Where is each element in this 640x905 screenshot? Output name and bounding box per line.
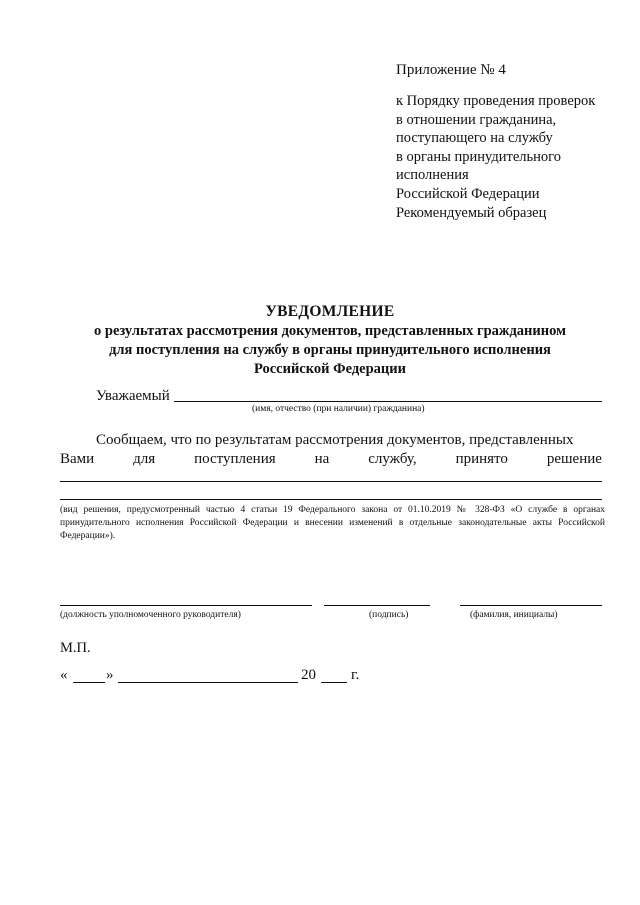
appendix-line: Российской Федерации <box>396 185 540 202</box>
body-line-2 <box>60 451 602 468</box>
body-word: на <box>314 451 330 467</box>
body-word: поступления <box>194 451 276 467</box>
name-caption: (фамилия, инициалы) <box>470 610 558 620</box>
year-suffix: г. <box>351 667 360 683</box>
appendix-line: в органы принудительного <box>396 148 561 165</box>
position-line <box>60 605 312 606</box>
decision-line-1 <box>60 481 602 482</box>
stamp-place: М.П. <box>60 640 91 656</box>
body-word: решение <box>546 451 602 467</box>
recipient-name-line <box>174 401 602 402</box>
document-subtitle-line-1: о результатах рассмотрения документов, представленных гражданином <box>94 323 566 339</box>
day-line <box>73 682 105 683</box>
signature-line <box>324 605 430 606</box>
salutation-label: Уважаемый <box>96 388 170 404</box>
name-line <box>460 605 602 606</box>
recipient-name-caption: (имя, отчество (при наличии) гражданина) <box>252 404 425 414</box>
appendix-line: в отношении гражданина, <box>396 111 557 128</box>
appendix-line: поступающего на службу <box>396 130 553 146</box>
sample-label: Рекомендуемый образец <box>396 205 547 221</box>
body-word: принято <box>455 451 508 467</box>
appendix-line: к Порядку проведения проверок <box>396 93 596 109</box>
signature-caption: (подпись) <box>369 610 409 620</box>
document-subtitle-line-2: для поступления на службу в органы принудительного исполнения <box>109 342 551 358</box>
year-prefix: 20 <box>301 667 316 683</box>
body-word: для <box>133 451 156 467</box>
body-word: службу, <box>368 451 417 467</box>
appendix-line: исполнения <box>396 167 469 183</box>
position-caption: (должность уполномоченного руководителя) <box>60 610 241 620</box>
decision-caption: (вид решения, предусмотренный частью 4 статьи 19 Федерального закона от 01.10.2019 № 328-ФЗ «О службе в органах принудительного исполнения Российской Федерации и внесении изменений в отдельные законодательные акты Российской Федерации»). <box>60 505 605 541</box>
document-subtitle-line-3: Российской Федерации <box>253 361 406 377</box>
month-line <box>118 682 298 683</box>
year-line <box>321 682 347 683</box>
body-line-1: Сообщаем, что по результатам рассмотрения документов, представленных <box>96 432 574 448</box>
date-close-quote: » <box>106 667 114 683</box>
document-title: УВЕДОМЛЕНИЕ <box>265 303 395 320</box>
date-open-quote: « <box>60 667 68 683</box>
decision-line-2 <box>60 499 602 500</box>
body-word: Вами <box>60 451 95 467</box>
appendix-reference <box>396 92 595 203</box>
appendix-title: Приложение № 4 <box>396 62 506 78</box>
